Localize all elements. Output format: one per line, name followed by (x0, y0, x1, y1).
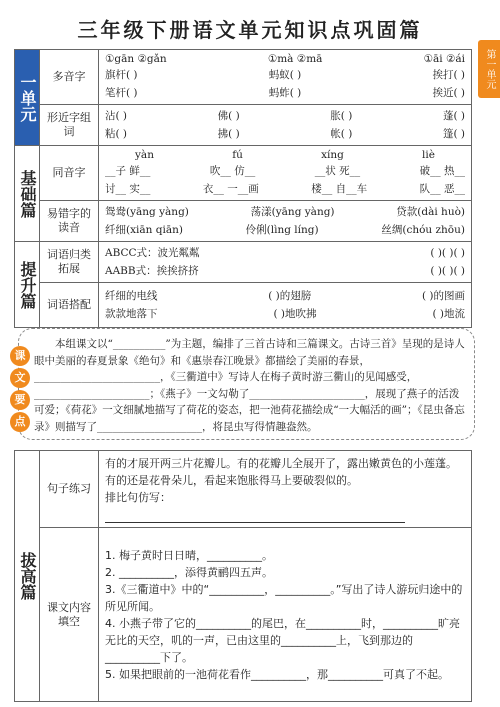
cell: 胀( ) (330, 110, 353, 122)
key-points-badges (10, 346, 32, 434)
cell: 笔杆( ) (105, 87, 138, 99)
cell: 蚂蚱( ) (268, 87, 302, 99)
cell: 衣__ 一__画 (202, 183, 259, 195)
cell: ( )地吹拂 (273, 308, 317, 320)
match-label: 词语搭配 (40, 283, 99, 328)
cell: 贷款(dài huò) (396, 206, 465, 218)
py: yàn (135, 149, 154, 161)
cell: ( )的图画 (421, 290, 465, 302)
page-title: 三年级下册语文单元知识点巩固篇 (77, 18, 423, 42)
cell: 纤细(xiān qiān) (105, 224, 183, 236)
basics-table (14, 49, 472, 328)
sentence-text: 有的才展开两三片花瓣儿。有的花瓣儿全展开了，露出嫩黄色的小莲蓬。有的还是花骨朵儿，看起来饱胀得马上要破裂似的。 (105, 457, 457, 487)
fill-item: 5. 如果把眼前的一池荷花看作__________，那__________可真了不起。 (105, 667, 449, 681)
answer-line[interactable] (105, 510, 405, 523)
section-head: 拔高篇 (15, 451, 40, 702)
cell: ( )( )( ) (430, 265, 465, 277)
cell: 蚂蚁( ) (268, 69, 302, 81)
cell: 款款地落下 (105, 308, 158, 320)
cell: 蓬( ) (442, 110, 465, 122)
side-tab[interactable]: 第一单元 (478, 40, 500, 98)
cell: 伶俐(lìng líng) (245, 224, 319, 236)
cell: 吹__ 仿__ (209, 165, 256, 177)
misread-label: 易错字的读音 (40, 201, 99, 242)
cell: 鸳鸯(yāng yàng) (105, 206, 189, 218)
badge: 文 (10, 368, 30, 388)
cell: ( )地流 (432, 308, 465, 320)
fill-label: 课文内容填空 (40, 528, 99, 702)
cell: __子 鲜__ (105, 165, 151, 177)
advanced-table (14, 450, 472, 702)
cell: 楼__ 自__车 (311, 183, 368, 195)
section-head: 基础篇 (15, 146, 40, 242)
fill-item: 4. 小燕子带了它的__________的尾巴，在__________时，__________旷亮无比的天空，叽的一声，已由这里的__________上，飞到那边的__________下了。 (105, 616, 460, 664)
cell: 挨打( ) (432, 69, 465, 81)
cell: 沾( ) (105, 110, 128, 122)
cell: 粘( ) (105, 128, 128, 140)
py: ①mà ②mā (267, 53, 323, 65)
similar-label: 形近字组词 (40, 105, 99, 146)
cell: 丝绸(chóu zhōu) (381, 224, 465, 236)
classify-label: 词语归类拓展 (40, 242, 99, 283)
cell: 荡漾(yāng yàng) (250, 206, 335, 218)
section-head-blue: 一单元 (15, 50, 40, 146)
cell: 队__ 恶__ (419, 183, 465, 195)
cell: 纤细的电线 (105, 290, 158, 302)
cell: ABCC式：波光粼粼 (105, 247, 200, 259)
fill-item: 3.《三衢道中》中的“__________，__________。”写出了诗人游玩归途中的所见所闻。 (105, 582, 463, 613)
badge: 点 (10, 412, 30, 432)
cell: ( )( )( ) (430, 247, 465, 259)
fill-item: 1. 梅子黄时日日晴，__________。 (105, 548, 273, 562)
cell: AABB式：挨挨挤挤 (105, 265, 199, 277)
section-head: 提升篇 (15, 242, 40, 328)
cell: 挨近( ) (432, 87, 465, 99)
badge: 课 (10, 346, 30, 366)
py: ①gān ②gǎn (105, 53, 167, 65)
fill-item: 2. __________，添得黄鹂四五声。 (105, 565, 273, 579)
cell: 佛( ) (217, 110, 240, 122)
badge: 要 (10, 390, 30, 410)
sentence-label: 句子练习 (40, 451, 99, 528)
key-points-text: 本组课文以“__________”为主题，编排了三首古诗和三篇课文。古诗三首》呈现的是诗人眼中美丽的春夏景象《绝句》和《惠崇春江晚景》都描绘了美丽的春景，________________________，《三衢道中》写诗人在梅子黄时游三衢山的见闻感受，______________________；《燕子》一文勾勒了______________________，展现了燕子的活泼可爱；《荷花》一文细腻地描写了荷花的姿态，把一池荷花描绘成“一大幅活的画”；《昆虫备忘录》则描写了____________________，将昆虫写得情趣盎然。 (34, 338, 465, 433)
cell: 讨__ 实__ (105, 183, 151, 195)
sentence-prompt: 排比句仿写： (105, 491, 171, 504)
cell: 拂( ) (217, 128, 240, 140)
py: liè (422, 149, 435, 161)
cell: 篷( ) (442, 128, 465, 140)
cell: 帐( ) (330, 128, 353, 140)
py: xíng (321, 149, 344, 161)
polyphone-label: 多音字 (40, 50, 99, 105)
py: fú (232, 149, 243, 161)
py: ①āi ②ái (423, 53, 465, 65)
cell: 旗杆( ) (105, 69, 138, 81)
cell: __状 死__ (314, 165, 361, 177)
cell: 破__ 热__ (419, 165, 465, 177)
cell: ( )的翅膀 (268, 290, 312, 302)
homophone-label: 同音字 (40, 146, 99, 201)
